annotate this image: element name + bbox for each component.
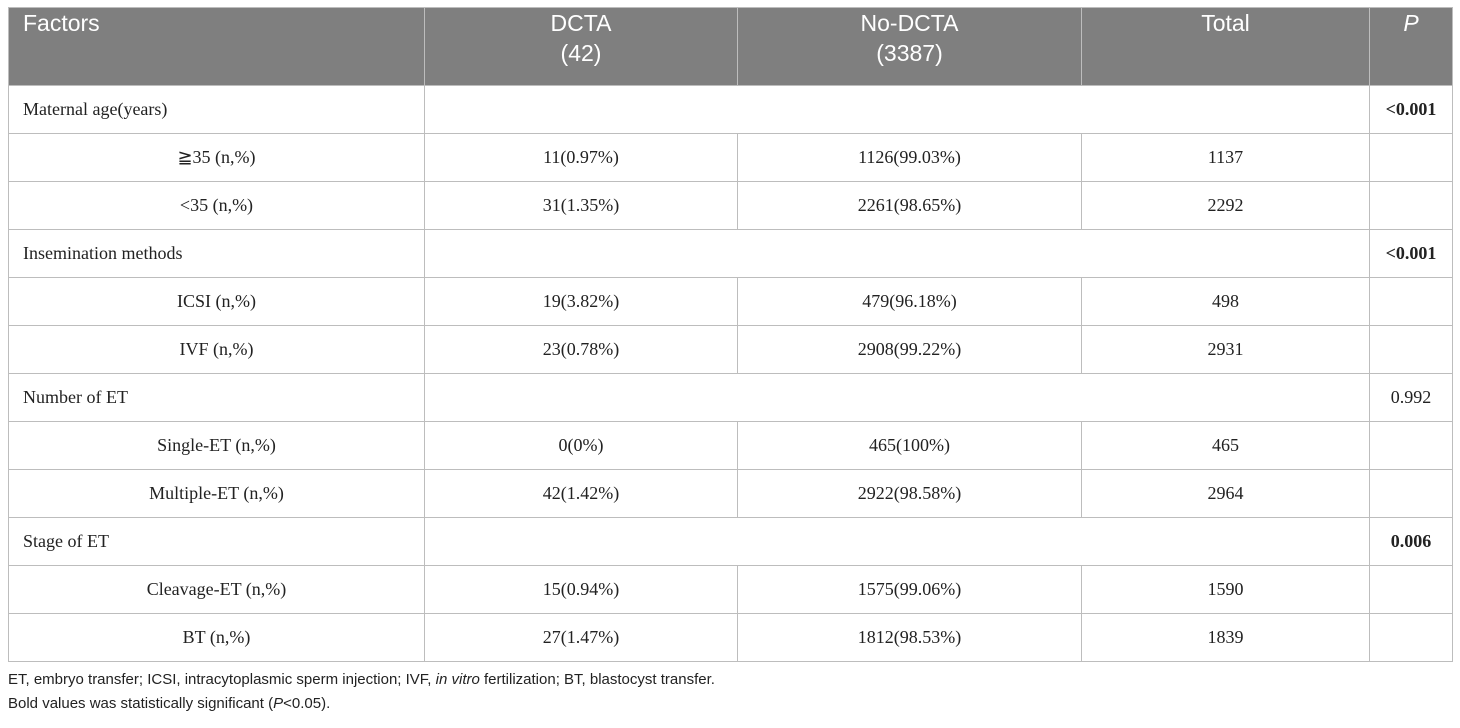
table-row [9, 182, 1453, 230]
row-p-empty [1370, 326, 1453, 374]
row-nodcta: 2922(98.58%) [738, 470, 1082, 518]
row-dcta: 42(1.42%) [425, 470, 738, 518]
row-p-empty [1370, 470, 1453, 518]
row-nodcta: 1126(99.03%) [738, 134, 1082, 182]
row-p-empty [1370, 278, 1453, 326]
row-nodcta: 465(100%) [738, 422, 1082, 470]
header-nodcta [738, 8, 1082, 86]
header-dcta-count: (42) [560, 40, 602, 66]
footnote-abbrev-text: ET, embryo transfer; ICSI, intracytoplasmic sperm injection; IVF, [8, 671, 436, 688]
footnote-sig-text: Bold values was statistically significant ( [8, 695, 274, 712]
row-dcta: 15(0.94%) [425, 566, 738, 614]
row-total: 1590 [1082, 566, 1370, 614]
group-p-value: <0.001 [1370, 230, 1453, 278]
row-total: 2931 [1082, 326, 1370, 374]
row-total: 465 [1082, 422, 1370, 470]
row-total: 1839 [1082, 614, 1370, 662]
table-row [9, 278, 1453, 326]
row-p-empty [1370, 134, 1453, 182]
group-label: Insemination methods [9, 230, 425, 278]
group-spacer [425, 518, 1370, 566]
table-row [9, 422, 1453, 470]
footnote-abbrev-italic: in vitro [435, 671, 480, 688]
row-label: Single-ET (n,%) [9, 422, 425, 470]
group-label: Stage of ET [9, 518, 425, 566]
group-spacer [425, 86, 1370, 134]
group-row [9, 86, 1453, 134]
table-container [8, 7, 1452, 716]
header-nodcta-label: No-DCTA [860, 10, 959, 36]
row-dcta: 19(3.82%) [425, 278, 738, 326]
group-spacer [425, 374, 1370, 422]
row-dcta: 11(0.97%) [425, 134, 738, 182]
row-p-empty [1370, 182, 1453, 230]
row-nodcta: 2908(99.22%) [738, 326, 1082, 374]
group-p-value: 0.006 [1370, 518, 1453, 566]
row-label: <35 (n,%) [9, 182, 425, 230]
row-label: ICSI (n,%) [9, 278, 425, 326]
row-label: Multiple-ET (n,%) [9, 470, 425, 518]
row-total: 498 [1082, 278, 1370, 326]
footnote-sig-tail: <0.05). [283, 695, 331, 712]
group-spacer [425, 230, 1370, 278]
row-p-empty [1370, 566, 1453, 614]
row-label: Cleavage-ET (n,%) [9, 566, 425, 614]
table-row [9, 134, 1453, 182]
footnote-sig-italic: P [273, 695, 284, 712]
group-label: Number of ET [9, 374, 425, 422]
table-body [9, 86, 1453, 662]
row-nodcta: 479(96.18%) [738, 278, 1082, 326]
row-label: BT (n,%) [9, 614, 425, 662]
row-p-empty [1370, 422, 1453, 470]
footnote-abbrev-tail: fertilization; BT, blastocyst transfer. [479, 671, 715, 688]
row-nodcta: 2261(98.65%) [738, 182, 1082, 230]
row-dcta: 0(0%) [425, 422, 738, 470]
row-total: 1137 [1082, 134, 1370, 182]
header-p: P [1370, 8, 1453, 86]
header-dcta-label: DCTA [550, 10, 612, 36]
table-row [9, 566, 1453, 614]
row-total: 2964 [1082, 470, 1370, 518]
header-total: Total [1082, 8, 1370, 86]
row-nodcta: 1575(99.06%) [738, 566, 1082, 614]
row-label: IVF (n,%) [9, 326, 425, 374]
results-table [8, 7, 1453, 662]
table-row [9, 326, 1453, 374]
group-row [9, 518, 1453, 566]
row-total: 2292 [1082, 182, 1370, 230]
row-label: ≧35 (n,%) [9, 134, 425, 182]
row-p-empty [1370, 614, 1453, 662]
group-label: Maternal age(years) [9, 86, 425, 134]
row-dcta: 27(1.47%) [425, 614, 738, 662]
header-dcta [425, 8, 738, 86]
table-row [9, 614, 1453, 662]
group-p-value: <0.001 [1370, 86, 1453, 134]
group-row [9, 374, 1453, 422]
header-row [9, 8, 1453, 86]
footnote-significance [8, 692, 1452, 716]
table-footnotes [8, 668, 1452, 716]
row-dcta: 23(0.78%) [425, 326, 738, 374]
row-nodcta: 1812(98.53%) [738, 614, 1082, 662]
header-nodcta-count: (3387) [876, 40, 943, 66]
row-dcta: 31(1.35%) [425, 182, 738, 230]
header-factors: Factors [9, 8, 425, 86]
table-row [9, 470, 1453, 518]
group-p-value: 0.992 [1370, 374, 1453, 422]
footnote-abbreviations [8, 668, 1452, 692]
group-row [9, 230, 1453, 278]
